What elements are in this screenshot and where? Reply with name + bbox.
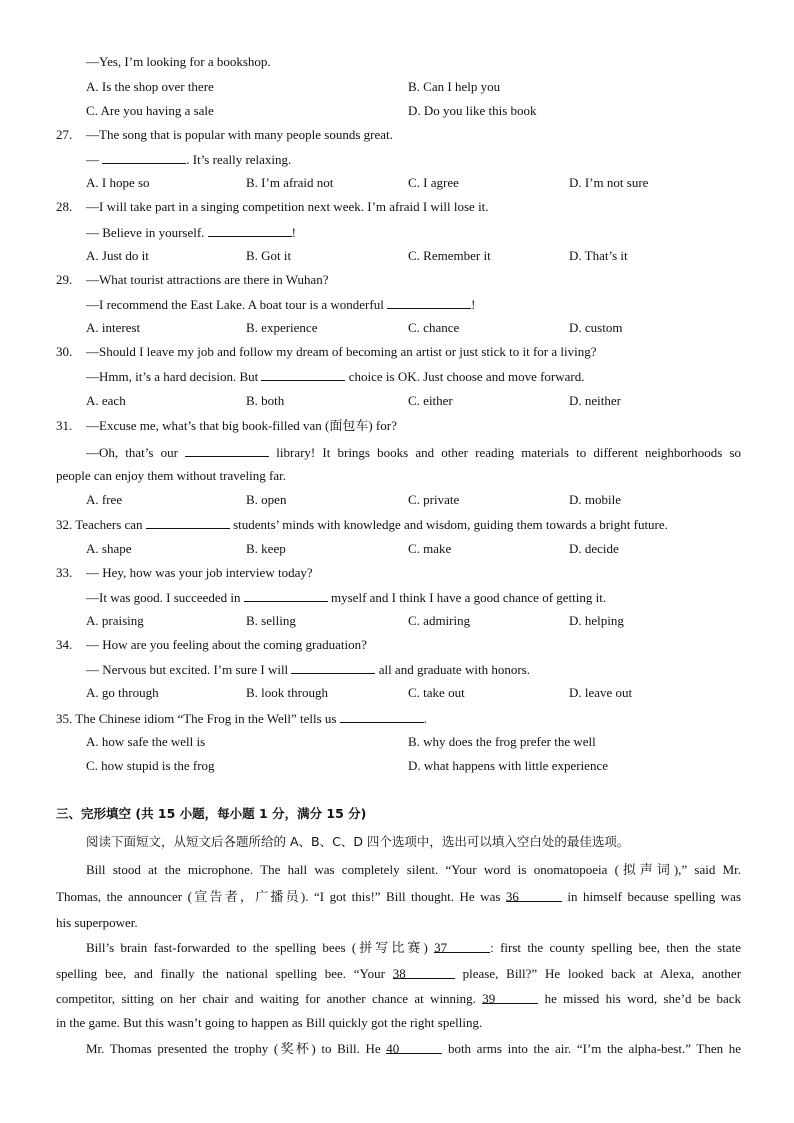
section3-instruction: 阅读下面短文，从短文后各题所给的 A、B、C、D 四个选项中，选出可以填入空白处的最佳选项。 (86, 834, 630, 849)
q28-question: —I will take part in a singing competition next week. I’m afraid I will lose it. (86, 199, 489, 214)
blank-38: 38 (393, 966, 455, 979)
q34-blank (291, 661, 375, 674)
passage-p2-line1-post: : first the county spelling bee, then the state (490, 940, 741, 955)
q33-number: 33. (56, 565, 73, 580)
q29-option-b: B. experience (246, 320, 318, 335)
q26-option-c: C. Are you having a sale (86, 103, 214, 118)
q28-option-d: D. That’s it (569, 248, 628, 263)
q28-option-a: A. Just do it (86, 248, 149, 263)
q31-response (86, 444, 741, 461)
q35-option-d: D. what happens with little experience (408, 758, 608, 773)
q32-question-pre: 32. Teachers can (56, 517, 143, 532)
q28-blank (208, 224, 292, 237)
q32-option-c: C. make (408, 541, 452, 556)
passage-p2-line3-post: he missed his word, she’d be back (544, 991, 742, 1006)
q26-response: —Yes, I’m looking for a bookshop. (86, 54, 271, 69)
q29-response-post: ! (471, 297, 476, 312)
q30-option-b: B. both (246, 393, 285, 408)
q31-number: 31. (56, 418, 73, 433)
passage-p2-line3 (56, 991, 741, 1007)
q32-option-a: A. shape (86, 541, 132, 556)
q35-option-b: B. why does the frog prefer the well (408, 734, 596, 749)
passage-p2-line3-pre: competitor, sitting on her chair and waiting for another chance at winning. (56, 991, 476, 1006)
q29-option-d: D. custom (569, 320, 623, 335)
q32-question (56, 516, 668, 533)
q31-blank (185, 444, 269, 457)
q29-question: —What tourist attractions are there in Wuhan? (86, 272, 329, 287)
q32-question-post: students’ minds with knowledge and wisdom, guiding them towards a bright future. (233, 517, 668, 532)
q35-question-post: . (423, 711, 427, 726)
q30-question: —Should I leave my job and follow my dream of becoming an artist or just stick to it for a living? (86, 344, 597, 359)
q26-option-b: B. Can I help you (408, 79, 501, 94)
q27-response (86, 151, 291, 168)
q33-response-pre: —It was good. I succeeded in (86, 590, 241, 605)
passage-p1-line2-pre: Thomas, the announcer (宣告者，广播员). “I got this!” Bill thought. He was (56, 889, 501, 904)
passage-p2-line4: in the game. But this wasn’t going to happen as Bill quickly got the right spelling. (56, 1015, 483, 1030)
q34-option-c: C. take out (408, 685, 465, 700)
q27-blank (102, 151, 186, 164)
q30-option-c: C. either (408, 393, 453, 408)
passage-p1-line1: Bill stood at the microphone. The hall was completely silent. “Your word is onomatopoeia (拟声词),” said Mr. (86, 862, 741, 877)
q34-response-post: all and graduate with honors. (378, 662, 530, 677)
q27-option-c: C. I agree (408, 175, 459, 190)
passage-p3-line1-pre: Mr. Thomas presented the trophy (奖杯) to Bill. He (86, 1041, 381, 1056)
q31-option-b: B. open (246, 492, 287, 507)
q27-question: —The song that is popular with many people sounds great. (86, 127, 393, 142)
q33-option-c: C. admiring (408, 613, 471, 628)
q26-option-a: A. Is the shop over there (86, 79, 214, 94)
q35-blank (340, 710, 424, 723)
q27-option-b: B. I’m afraid not (246, 175, 334, 190)
q35-option-a: A. how safe the well is (86, 734, 206, 749)
q34-response (86, 661, 530, 678)
q28-response-post: ! (291, 225, 297, 240)
q32-blank (146, 516, 230, 529)
q33-option-a: A. praising (86, 613, 144, 628)
q33-blank (244, 589, 328, 602)
q31-option-c: C. private (408, 492, 460, 507)
passage-p2-line2-pre: spelling bee, and finally the national spelling bee. “Your (56, 966, 385, 981)
q30-option-a: A. each (86, 393, 126, 408)
q31-response-pre: —Oh, that’s our (86, 445, 178, 460)
q34-number: 34. (56, 637, 73, 652)
passage-p2-line1 (86, 940, 741, 956)
q30-response (86, 368, 584, 385)
q30-blank (261, 368, 345, 381)
q35-question (56, 710, 427, 727)
q30-option-d: D. neither (569, 393, 621, 408)
blank-37: 37 (434, 940, 490, 953)
q29-response (86, 296, 475, 313)
q33-question: — Hey, how was your job interview today? (86, 565, 313, 580)
q30-response-pre: —Hmm, it’s a hard decision. But (86, 369, 259, 384)
passage-p2-line1-pre: Bill’s brain fast-forwarded to the spelling bees (拼写比赛) (86, 940, 428, 955)
q33-response (86, 589, 606, 606)
blank-36: 36 (506, 889, 562, 902)
q28-response (86, 224, 296, 241)
passage-p1-line2-post: in himself because spelling was (567, 889, 742, 904)
q27-option-d: D. I’m not sure (569, 175, 649, 190)
section3-heading: 三、完形填空 (共 15 小题，每小题 1 分，满分 15 分) (56, 806, 367, 821)
q29-option-c: C. chance (408, 320, 460, 335)
passage-p1-line2 (56, 889, 741, 905)
q26-option-d: D. Do you like this book (408, 103, 537, 118)
passage-p3-line1-post: both arms into the air. “I’m the alpha-best.” Then he (447, 1041, 742, 1056)
q34-response-pre: — Nervous but excited. I’m sure I will (86, 662, 289, 677)
q33-option-d: D. helping (569, 613, 624, 628)
q34-question: — How are you feeling about the coming graduation? (86, 637, 367, 652)
q32-option-b: B. keep (246, 541, 286, 556)
q33-response-post: myself and I think I have a good chance of getting it. (331, 590, 607, 605)
q31-response-cont: people can enjoy them without traveling far. (56, 468, 286, 483)
q33-option-b: B. selling (246, 613, 296, 628)
q30-number: 30. (56, 344, 73, 359)
q29-option-a: A. interest (86, 320, 141, 335)
passage-p1-line3: his superpower. (56, 915, 138, 930)
q34-option-a: A. go through (86, 685, 159, 700)
q31-response-post: library! It brings books and other reading materials to different neighborhoods so (276, 445, 742, 460)
q28-response-pre: — Believe in yourself. (86, 225, 205, 240)
blank-39: 39 (482, 991, 538, 1004)
q27-response-post: . It’s really relaxing. (186, 152, 292, 167)
q28-number: 28. (56, 199, 73, 214)
q30-response-post: choice is OK. Just choose and move forward. (348, 369, 585, 384)
passage-p2-line2-post: please, Bill?” He looked back at Alexa, another (462, 966, 742, 981)
q29-number: 29. (56, 272, 73, 287)
q31-option-d: D. mobile (569, 492, 621, 507)
q34-option-b: B. look through (246, 685, 328, 700)
q28-option-b: B. Got it (246, 248, 292, 263)
passage-p3-line1 (86, 1041, 741, 1057)
q31-question: —Excuse me, what’s that big book-filled van (面包车) for? (86, 418, 397, 433)
q35-question-pre: 35. The Chinese idiom “The Frog in the Well” tells us (56, 711, 337, 726)
blank-40: 40 (386, 1041, 442, 1054)
q27-response-pre: — (86, 152, 99, 167)
q29-response-pre: —I recommend the East Lake. A boat tour is a wonderful (86, 297, 384, 312)
q27-option-a: A. I hope so (86, 175, 150, 190)
q35-option-c: C. how stupid is the frog (86, 758, 215, 773)
q29-blank (387, 296, 471, 309)
passage-p2-line2 (56, 966, 741, 982)
q27-number: 27. (56, 127, 73, 142)
q34-option-d: D. leave out (569, 685, 633, 700)
q28-option-c: C. Remember it (408, 248, 491, 263)
q31-option-a: A. free (86, 492, 123, 507)
q32-option-d: D. decide (569, 541, 619, 556)
